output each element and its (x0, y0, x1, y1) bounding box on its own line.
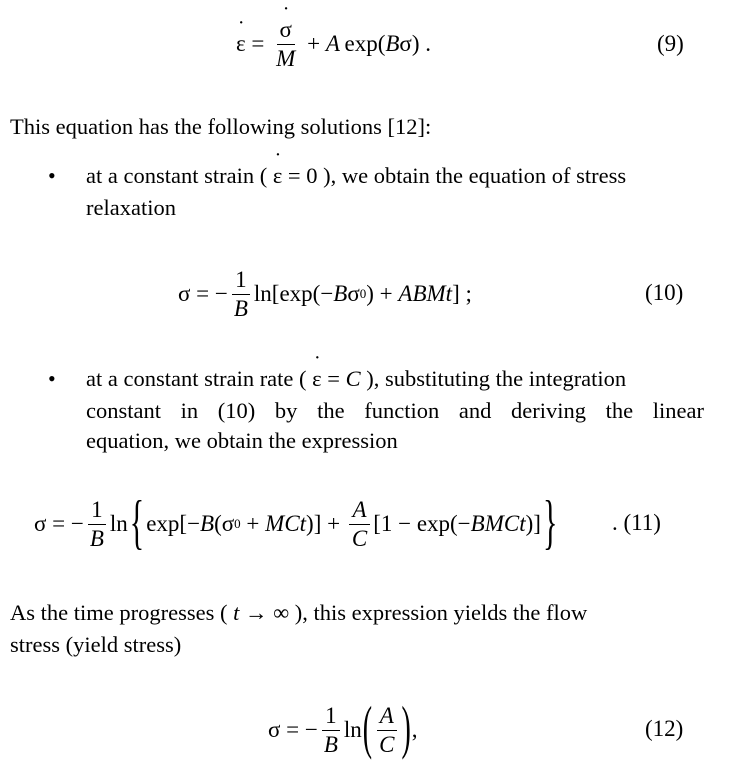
equation-12: σ = − $\frac{1}{B}$ ln ( $\frac{A}{C}$ ) , (268, 696, 418, 762)
closing-line-1: As the time progresses ( t → ∞ ), this expression yields the flow (10, 600, 588, 625)
bullet-1-line-1: at a constant strain ( ε ˙ = 0 ), we obtain the equation of stress (86, 160, 626, 192)
equation-9-number: (9) (657, 31, 684, 56)
equation-11-number: . (11) (612, 510, 661, 535)
bullet-1-line-2: relaxation (86, 195, 176, 220)
equation-10-number: (10) (645, 280, 684, 305)
constant-strain-math: ε ˙ = 0 (267, 163, 323, 188)
equation-11: σ = − $\frac{1}{B}$ ln { exp[− B (σ 0 + MCt )] + $\frac{A}{C}$ [1 − exp(− BMCt )] } (34, 490, 558, 556)
equation-12-number: (12) (645, 716, 684, 741)
equation-10: σ = − $\frac{1}{B}$ ln[exp(− B σ 0 ) + ABMt ] ; (178, 266, 472, 321)
bullet-2-line-3: equation, we obtain the expression (86, 428, 398, 453)
equation-9: ε ˙ = $\frac{\sigma ˙}{M}$ + A exp( B σ) . (236, 10, 431, 78)
bullet-2-line-2: constant in (10) by the function and deriving the linear (86, 398, 704, 423)
closing-line-2: stress (yield stress) (10, 632, 182, 657)
time-infinity-math: t → ∞ (233, 600, 295, 625)
bullet-2-marker: • (48, 366, 56, 391)
bullet-2-line-1: at a constant strain rate ( ε ˙ = C ), substituting the integration (86, 363, 626, 395)
constant-strain-rate-math: ε ˙ = C (307, 366, 367, 391)
intro-text: This equation has the following solutions [12]: (10, 114, 432, 139)
bullet-1-marker: • (48, 163, 56, 188)
